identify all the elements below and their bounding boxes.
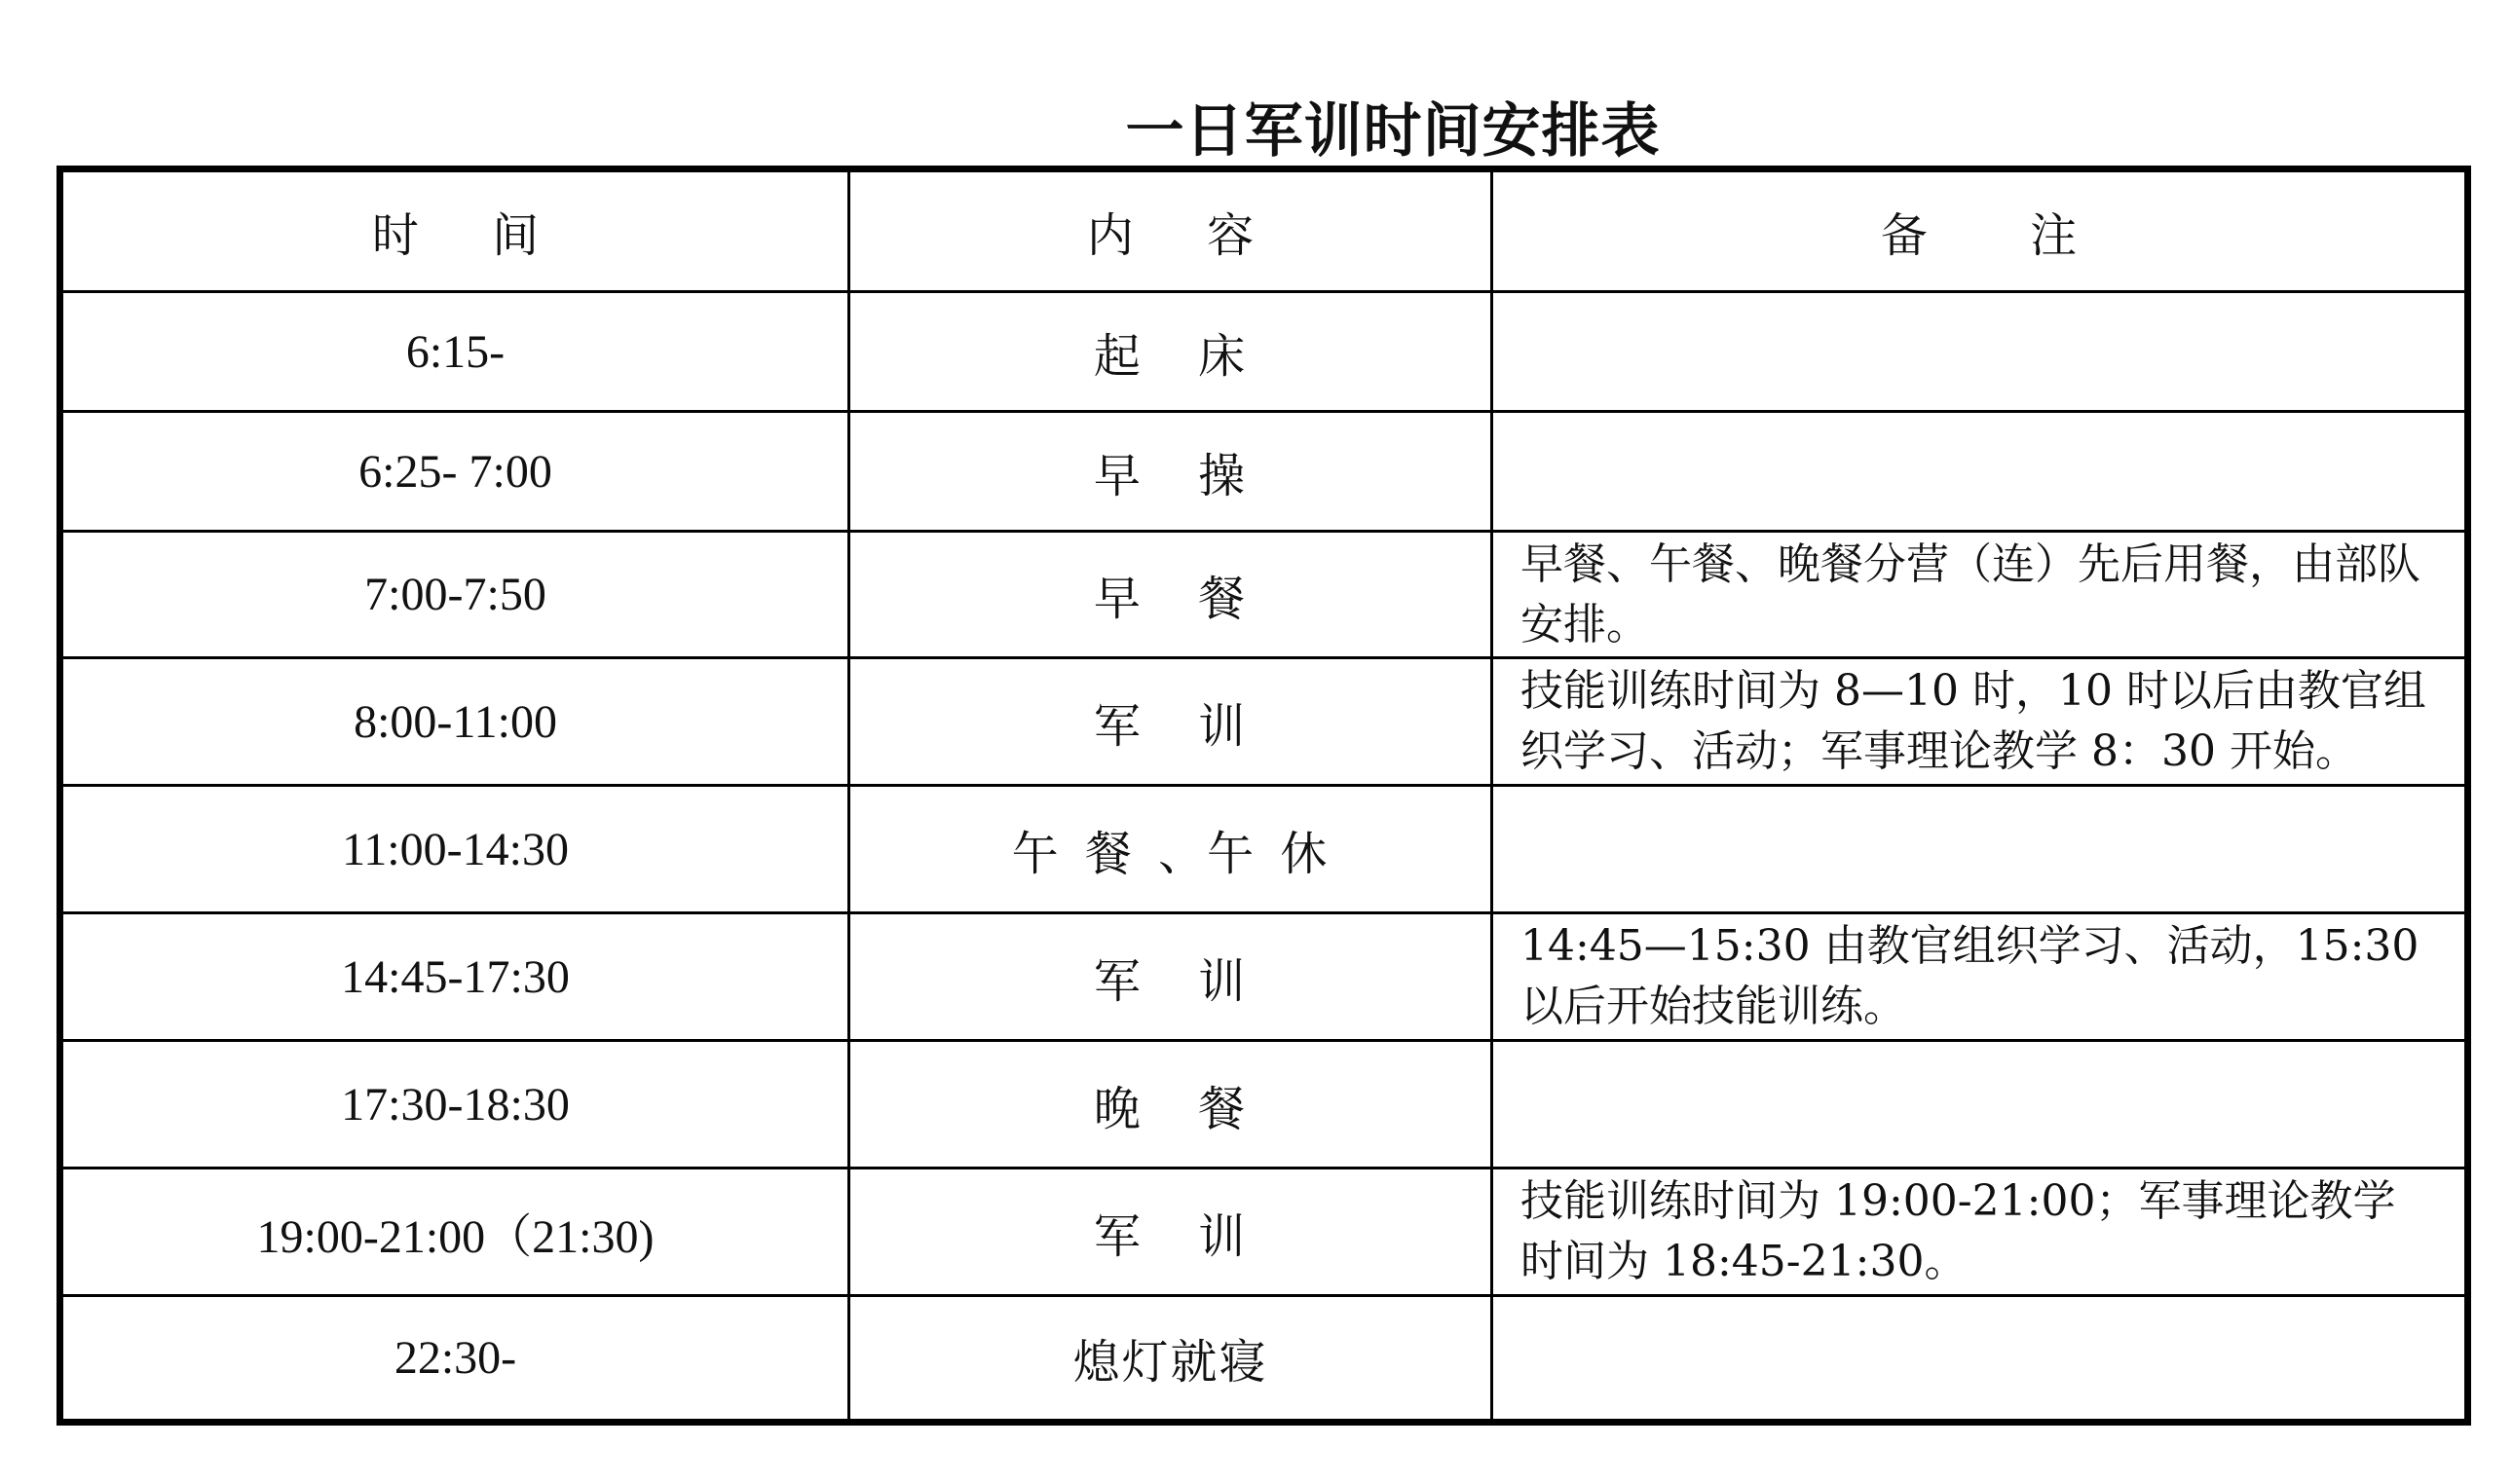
page-title: 一日军训时间安排表 <box>1125 97 1661 166</box>
note-cell <box>1492 786 2468 913</box>
content-text: 晚 餐 <box>1093 1081 1248 1136</box>
table-row <box>60 412 2468 532</box>
header-content-label: 内 容 <box>1086 208 1255 263</box>
time-cell: 22:30- <box>60 1296 849 1423</box>
content-cell <box>849 658 1492 786</box>
schedule-table <box>56 166 2471 1426</box>
table-row <box>60 786 2468 913</box>
time-cell: 6:25- 7:00 <box>60 412 849 532</box>
note-cell: 早餐、午餐、晚餐分营（连）先后用餐，由部队安排。 <box>1492 532 2468 658</box>
content-cell <box>849 913 1492 1041</box>
time-cell: 6:15- <box>60 292 849 412</box>
content-text: 军 训 <box>1093 698 1248 754</box>
time-cell: 17:30-18:30 <box>60 1041 849 1169</box>
time-cell: 11:00-14:30 <box>60 786 849 913</box>
time-cell: 14:45-17:30 <box>60 913 849 1041</box>
table-header-row <box>60 169 2468 292</box>
table-row <box>60 1041 2468 1169</box>
note-cell: 技能训练时间为 19:00-21:00；军事理论教学时间为 18:45-21:30。 <box>1492 1169 2468 1296</box>
note-cell <box>1492 1041 2468 1169</box>
table-row <box>60 1169 2468 1296</box>
content-cell <box>849 292 1492 412</box>
content-text: 军 训 <box>1093 953 1248 1009</box>
content-text: 早 操 <box>1093 448 1248 503</box>
content-text: 军 训 <box>1093 1208 1248 1264</box>
table-row <box>60 1296 2468 1423</box>
time-cell: 19:00-21:00（21:30) <box>60 1169 849 1296</box>
header-note-label: 备 注 <box>1880 208 2078 263</box>
time-cell: 7:00-7:50 <box>60 532 849 658</box>
content-text: 早 餐 <box>1093 572 1248 626</box>
header-note <box>1492 169 2468 292</box>
table-row <box>60 913 2468 1041</box>
note-cell <box>1492 412 2468 532</box>
note-cell: 技能训练时间为 8—10 时，10 时以后由教官组织学习、活动；军事理论教学 8：30 开始。 <box>1492 658 2468 786</box>
content-text: 起 床 <box>1093 328 1248 384</box>
note-cell <box>1492 292 2468 412</box>
content-cell <box>849 786 1492 913</box>
note-cell: 14:45—15:30 由教官组织学习、活动，15:30 以后开始技能训练。 <box>1492 913 2468 1041</box>
header-time-label: 时 间 <box>371 208 540 263</box>
content-text: 熄灯就寝 <box>1072 1335 1268 1390</box>
header-content <box>849 169 1492 292</box>
table-row <box>60 658 2468 786</box>
content-cell <box>849 412 1492 532</box>
table-row <box>60 292 2468 412</box>
note-cell <box>1492 1296 2468 1423</box>
header-time <box>60 169 849 292</box>
content-text: 午 餐 、午 休 <box>1011 826 1330 881</box>
content-cell <box>849 1296 1492 1423</box>
time-cell: 8:00-11:00 <box>60 658 849 786</box>
content-cell <box>849 1041 1492 1169</box>
table-row <box>60 532 2468 658</box>
content-cell <box>849 532 1492 658</box>
content-cell <box>849 1169 1492 1296</box>
